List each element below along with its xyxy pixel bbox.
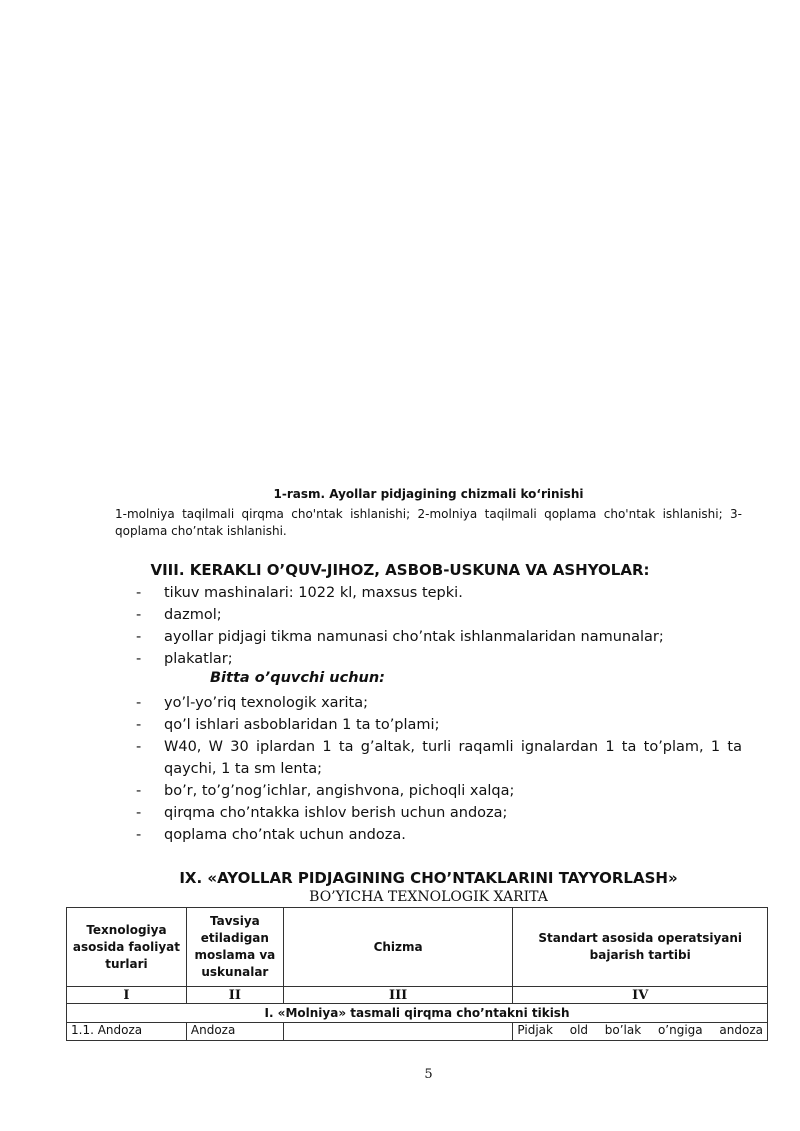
list-item	[136, 780, 742, 802]
table-section-row	[67, 1004, 768, 1023]
header-cell-drawing: Chizma	[283, 908, 513, 987]
list-item-text: W40, W 30 iplardan 1 ta g’altak, turli raqamli ignalardan 1 ta to’plam, 1 ta qaychi, 1 ta sm lenta;	[164, 739, 742, 777]
roman-cell: IV	[513, 987, 768, 1004]
table-cell: Pidjak old bo’lak o’ngiga andoza	[513, 1023, 768, 1041]
list-item	[136, 582, 742, 604]
list-dash: -	[136, 695, 142, 711]
list-dash: -	[136, 651, 142, 667]
section-row-title: I. «Molniya» tasmali qirqma cho’ntakni tikish	[67, 1004, 768, 1023]
section-8-heading: VIII. KERAKLI O’QUV-JIHOZ, ASBOB-USKUNA VA ASHYOLAR:	[150, 561, 650, 579]
list-item	[136, 802, 742, 824]
list-item	[136, 714, 742, 736]
student-subheading: Bitta o’quvchi uchun:	[210, 670, 385, 686]
header-cell-procedure: Standart asosida operatsiyani bajarish tartibi	[513, 908, 768, 987]
list-item-text: dazmol;	[164, 607, 222, 623]
roman-cell: I	[67, 987, 187, 1004]
list-dash: -	[136, 717, 142, 733]
header-cell-equipment: Tavsiya etiladigan moslama va uskunalar	[186, 908, 283, 987]
list-dash: -	[136, 783, 142, 799]
section-9-heading: IX. «AYOLLAR PIDJAGINING CHO’NTAKLARINI TAYYORLASH»	[179, 869, 678, 887]
list-item-text: plakatlar;	[164, 651, 233, 667]
page-number: 5	[424, 1067, 433, 1082]
list-item	[136, 692, 742, 714]
list-dash: -	[136, 827, 142, 843]
equipment-list	[136, 582, 742, 670]
list-item-text: yo’l-yo’riq texnologik xarita;	[164, 695, 368, 711]
section-9-subheading: BO’YICHA TEXNOLOGIK XARITA	[309, 889, 548, 905]
list-dash: -	[136, 629, 142, 645]
list-item-text: tikuv mashinalari: 1022 kl, maxsus tepki.	[164, 585, 463, 601]
roman-cell: II	[186, 987, 283, 1004]
list-item-text: qirqma cho’ntakka ishlov berish uchun andoza;	[164, 805, 508, 821]
list-item	[136, 648, 742, 670]
list-item-text: ayollar pidjagi tikma namunasi cho’ntak ishlanmalaridan namunalar;	[164, 629, 664, 645]
list-item	[136, 736, 742, 780]
list-dash: -	[136, 585, 142, 601]
table-header-row	[67, 908, 768, 987]
list-item	[136, 626, 742, 648]
list-item-text: qo’l ishlari asboblaridan 1 ta to’plami;	[164, 717, 440, 733]
header-cell-activity: Texnologiya asosida faoliyat turlari	[67, 908, 187, 987]
figure-caption-text: 1-molniya taqilmali qirqma cho'ntak ishlanishi; 2-molniya taqilmali qoplama cho'ntak ishlanishi; 3-qoplama cho’ntak ishlanishi.	[115, 507, 742, 538]
table-row	[67, 1023, 768, 1041]
list-dash: -	[136, 805, 142, 821]
table-cell	[283, 1023, 513, 1041]
list-dash: -	[136, 739, 142, 755]
student-items-list	[136, 692, 742, 846]
figure-area	[0, 0, 800, 480]
list-item	[136, 604, 742, 626]
table-cell: 1.1. Andoza	[67, 1023, 187, 1041]
technology-map-table	[66, 907, 768, 1041]
roman-cell: III	[283, 987, 513, 1004]
list-item-text: bo’r, to’g’nog’ichlar, angishvona, pichoqli xalqa;	[164, 783, 515, 799]
table-roman-row	[67, 987, 768, 1004]
list-item	[136, 824, 742, 846]
list-dash: -	[136, 607, 142, 623]
list-item-text: qoplama cho’ntak uchun andoza.	[164, 827, 406, 843]
table-cell: Andoza	[186, 1023, 283, 1041]
figure-caption-title: 1-rasm. Ayollar pidjagining chizmali ko‘rinishi	[273, 487, 584, 501]
